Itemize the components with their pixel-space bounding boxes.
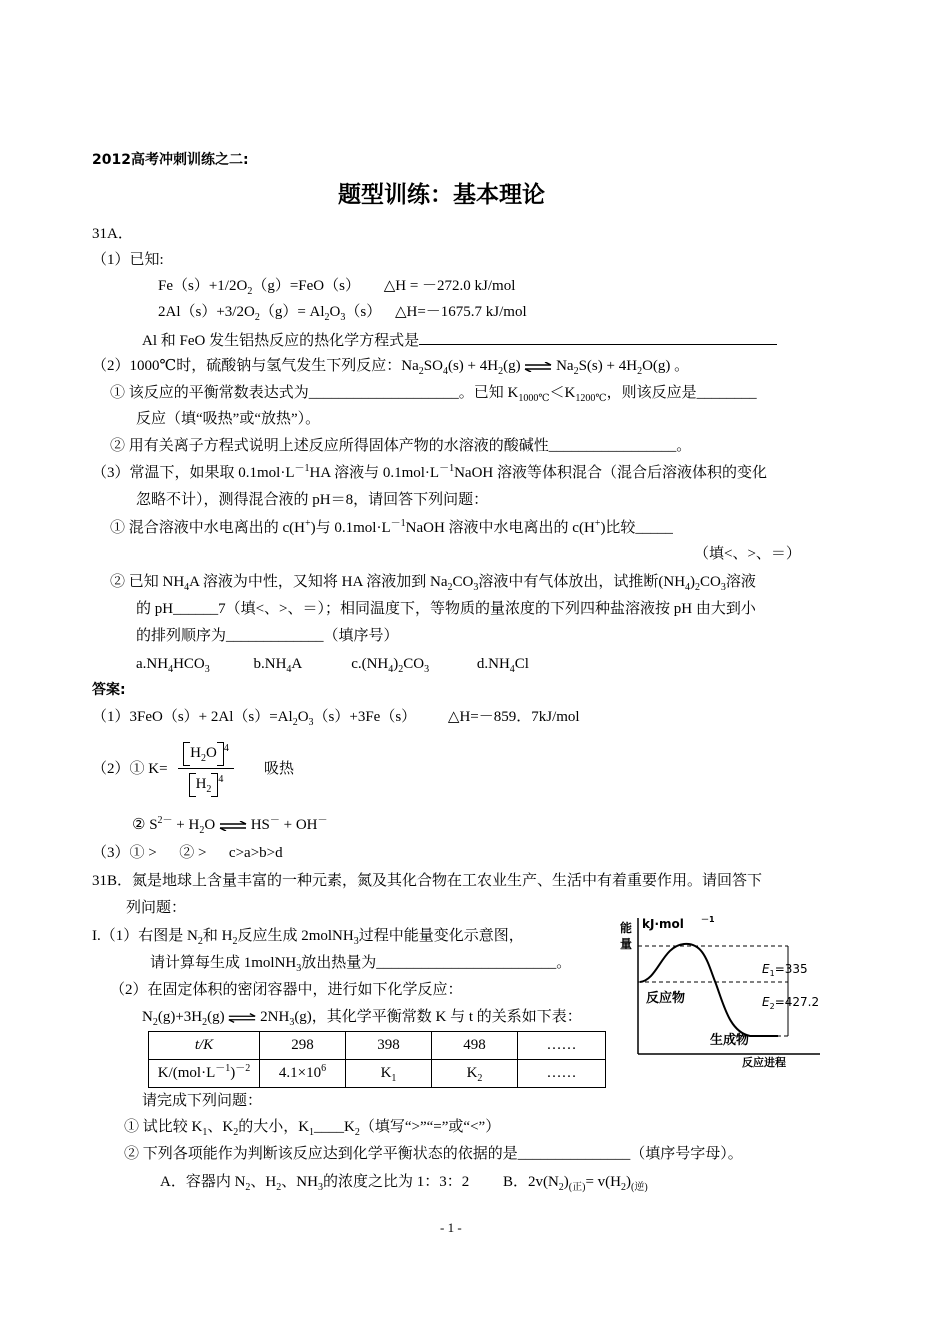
q31b-i1-line2: 请计算每生成 1molNH$_3$放出热量为________________________。 xyxy=(150,955,572,974)
answer-2-heat: 吸热 xyxy=(264,761,295,777)
q31a-eq2: $2Al(s)+3/2O_2(g)= Al_2O_3(s)$ △H=－1675.7 kJ/mol xyxy=(158,304,527,323)
equilibrium-arrow-icon xyxy=(228,1013,256,1023)
q31a-p1-intro: （1）已知: xyxy=(92,252,164,268)
table-cell: t/K xyxy=(149,1032,260,1060)
unit-label: kJ·mol xyxy=(642,917,684,931)
table-cell: 298 xyxy=(260,1032,346,1060)
equilibrium-constant-table xyxy=(148,1031,606,1088)
q31a-p2-intro: （2）1000℃时，硫酸钠与氢气发生下列反应：$Na_2SO_4(s) + 4H_2(g) Na_2S(s) + 4H_2O(g)$ 。 xyxy=(92,358,690,377)
q31a-eq1: $Fe(s)+1/2O_2(g)=FeO(s)$ △H = －272.0 kJ/mol xyxy=(158,278,516,297)
q31b-intro-line2: 列问题： xyxy=(126,900,187,916)
reactant-label: 反应物 xyxy=(646,991,686,1006)
q31a-p3-q1-fill: （填<、>、＝） xyxy=(694,546,801,562)
table-cell: 398 xyxy=(346,1032,432,1060)
answer-label: 答案: xyxy=(92,682,126,698)
q31a-p2-q1: ① 该反应的平衡常数表达式为____________________。已知 $K_{1000℃}<K_{1200℃}$，则该反应是________ xyxy=(110,385,757,404)
table-cell: $4.1\times 10^6$ xyxy=(260,1060,346,1088)
table-cell: $K_1$ xyxy=(346,1060,432,1088)
table-row xyxy=(149,1032,606,1060)
q31a-p3-q2-line2: 的 pH______7（填<、>、＝）；相同温度下，等物质的量浓度的下列四种盐溶液按 pH 由大到小 xyxy=(136,601,756,617)
q31b-intro: 31B．氮是地球上含量丰富的一种元素，氮及其化合物在工农业生产、生活中有着重要作用。请回答下 xyxy=(92,873,763,889)
page-number: - 1 - xyxy=(440,1220,462,1235)
q31a-p2-q1-line2: 反应（填“吸热”或“放热”）。 xyxy=(136,411,321,427)
table-cell: …… xyxy=(518,1032,606,1060)
q31a-p3-q1: ① 混合溶液中水电离出的 c(H+)与 $0.1mol\cdot L^{-1}NaOH$ 溶液中水电离出的 c(H+)比较_____ xyxy=(110,518,673,536)
q31b-i2: （2）在固定体积的密闭容器中，进行如下化学反应： xyxy=(110,982,463,998)
equilibrium-arrow-icon xyxy=(219,821,247,831)
y-axis-label: 能 xyxy=(620,921,633,935)
q31a-p3-intro: （3）常温下，如果取 $0.1mol\cdot L^{-1}HA$ 溶液与 $0.1mol\cdot L^{-1}NaOH$ 溶液等体积混合（混合后溶液体积的变化 xyxy=(92,463,768,481)
page-header: 2012高考冲刺训练之二: xyxy=(92,152,249,168)
table-row xyxy=(149,1060,606,1088)
e1-label: $E_1=335$ xyxy=(762,962,808,978)
q31a-label: 31A． xyxy=(92,226,133,242)
q31a-p1-ask: Al 和 FeO 发生铝热反应的热化学方程式是 xyxy=(142,330,777,351)
q31a-p3-q2: ② 已知 $NH_4A$ 溶液为中性，又知将 HA 溶液加到 $Na_2CO_3$溶液中有气体放出，试推断$(NH_4)_2CO_3$溶液 xyxy=(110,574,756,593)
answer-2-prefix: （2）① K= xyxy=(92,761,168,777)
q31b-i2-eq: $N_2(g)+3H_2(g)$ $2NH_3(g)$，其化学平衡常数 K 与 t 的关系如下表： xyxy=(142,1009,582,1028)
q31b-ask: 请完成下列问题： xyxy=(142,1093,263,1109)
table-cell: 498 xyxy=(432,1032,518,1060)
energy-diagram xyxy=(618,914,830,1068)
table-cell: $K_2$ xyxy=(432,1060,518,1088)
page-title: 题型训练：基本理论 xyxy=(338,182,545,208)
q31b-i1: I.（1）右图是 $N_2$和 $H_2$反应生成 2molNH$_3$过程中能量变化示意图， xyxy=(92,928,524,947)
q31a-p3-intro-line2: 忽略不计），测得混合液的 pH＝8，请回答下列问题： xyxy=(136,492,489,508)
q31b-options: A．容器内 $N_2$、$H_2$、$NH_3$的浓度之比为 1：3：2 B．$2v(N_2)_{(正)}= v(H_2)_{(逆)}$ xyxy=(160,1174,648,1193)
q31a-options: $a.NH_4HCO_3$ $b.NH_4A$ $c.(NH_4)_2CO_3$ $d.NH_4Cl$ xyxy=(136,656,529,675)
answer-1: $(1)3FeO(s)+ 2Al(s)=Al_2O_3(s)+3Fe(s)$ △H=－859．7kJ/mol xyxy=(92,709,580,728)
table-cell: $K/(mol\cdot L^{-1})^{-2}$ xyxy=(149,1060,260,1088)
q31a-p3-q2-line3: 的排列顺序为_____________（填序号） xyxy=(136,628,399,644)
equilibrium-constant-fraction: $H_2O$ $^4$ $H_2^4$ xyxy=(178,740,234,797)
product-label: 生成物 xyxy=(710,1033,750,1048)
answer-3: （3）① > ② > c>a>b>d xyxy=(92,845,283,861)
y-axis-label: 量 xyxy=(620,937,633,951)
equilibrium-arrow-icon xyxy=(524,362,552,372)
energy-curve xyxy=(640,944,778,1036)
q31a-p2-q2: ② 用有关离子方程式说明上述反应所得固体产物的水溶液的酸碱性_________________。 xyxy=(110,438,692,454)
e2-label: $E_2=427.2$ xyxy=(762,995,820,1011)
q31b-q2: ② 下列各项能作为判断该反应达到化学平衡状态的依据的是_______________（填序号字母）。 xyxy=(124,1146,743,1162)
table-cell: …… xyxy=(518,1060,606,1088)
answer-2-ion: ② $S^{2-} + H_2O$ HS－ + OH－ xyxy=(132,815,328,836)
q31b-q1: ① 试比较 $K_1$、$K_2$的大小，$K_1\_\_\_\_K_2$（填写“>”“=”或“<”） xyxy=(124,1119,501,1138)
svg-text:－1: －1 xyxy=(701,915,715,924)
x-axis-label: 反应进程 xyxy=(742,1056,786,1068)
